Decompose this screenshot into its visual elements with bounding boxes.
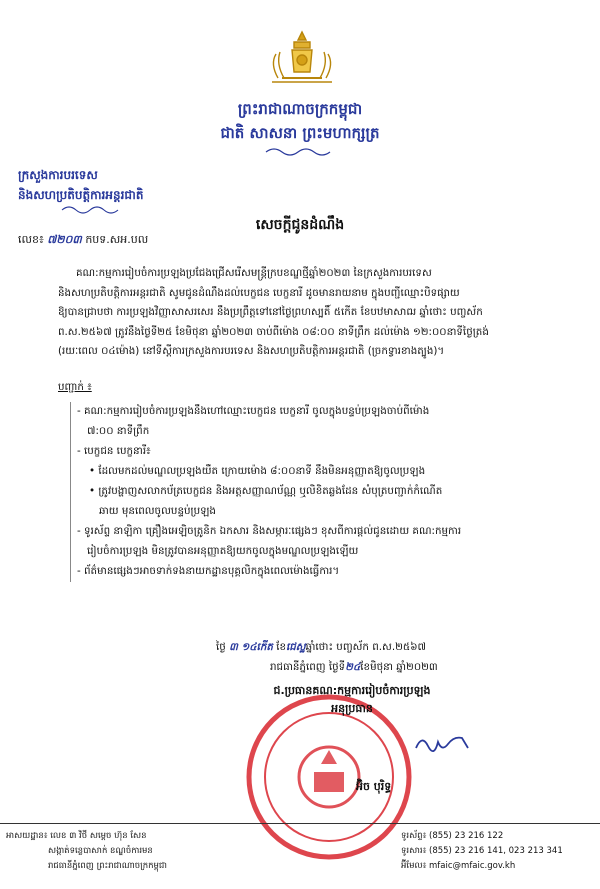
footer-fax: ទូរសារ៖ (855) 23 216 141, 023 213 341 <box>401 846 563 856</box>
ministry-name-line1: ក្រសួងការបរទេស <box>18 168 98 182</box>
body-line: (រយៈពេល ០៤ម៉ោង) នៅទីស្តីការក្រសួងការបរទេស និងសហប្រតិបត្តិការអន្តរជាតិ (ច្រកទ្វារខាងត្បូង)។ <box>58 345 445 357</box>
note-item: - គណ:កម្មការរៀបចំការប្រឡងនឹងហៅឈ្មោះបេក្ខជន បេក្ខនារី ចូលក្នុងបន្ទប់ប្រឡងចាប់ពីម៉ោង <box>77 405 430 417</box>
lunar-date <box>216 641 426 656</box>
note-subitem-continuation: ឆាយ មុនពេលចូលបន្ទប់ប្រឡង <box>99 505 216 517</box>
document-title: សេចក្តីជូនដំណឹង <box>255 217 345 233</box>
kingdom-heading: ព្រះរាជាណាចក្រកម្ពុជា <box>237 100 363 118</box>
note-item: - ទូរស័ព្ទ នាឡិកា គ្រឿងអេឡិចត្រូនិក ឯកសារ និងសម្ភារៈផ្សេងៗ ខុសពីការផ្តល់ជូនដោយ គណ:កម្មការ <box>77 525 462 537</box>
signature-role-line2: អនុប្រធាន <box>331 702 373 715</box>
solar-date-handwritten-day: ២៤ <box>345 661 361 673</box>
note-subitem: • ត្រូវបង្ហាញសលាកប័ត្របេក្ខជន និងអត្តសញ្ញាណប័ណ្ណ ឬលិខិតឆ្លងដែន សំបុត្របញ្ជាក់កំណើត <box>89 485 443 497</box>
ministry-ornament <box>60 205 120 215</box>
notes-list <box>70 402 569 582</box>
note-item-continuation: រៀបចំការប្រឡង មិនត្រូវបានអនុញ្ញាតឱ្យយកចូលក្នុងមណ្ឌលប្រឡងឡើយ <box>87 545 359 557</box>
royal-emblem-icon <box>262 28 342 88</box>
footer-address-line: អាសយដ្ឋាន៖ លេខ ៣ វិថី សម្តេច ហ៊ុន សែន <box>6 831 147 841</box>
ornament-divider <box>264 147 336 157</box>
solar-date-prefix: រាជធានីភ្នំពេញ ថ្ងៃទី <box>270 661 346 673</box>
lunar-date-prefix: ថ្ងៃ <box>216 641 226 653</box>
solar-date <box>270 661 438 676</box>
footer-email[interactable]: អ៊ីមែល៖ mfaic@mfaic.gov.kh <box>401 861 516 871</box>
note-item: - បេក្ខជន បេក្ខនារី៖ <box>77 445 151 457</box>
notice-body <box>58 264 563 362</box>
body-line: ឱ្យបានជ្រាបថា ការប្រឡងវិញ្ញាសាសរសេរ នឹងប្រព្រឹត្តទៅនៅថ្ងៃព្រហស្បតិ៍ ៥កើត ខែបឋមាសាឍ ឆ្នាំថោះ បញ្ចស័ក <box>58 306 483 318</box>
footer-contacts <box>401 829 563 874</box>
body-line: ព.ស.២៥៦៧ ត្រូវនឹងថ្ងៃទី២៥ ខែមិថុនា ឆ្នាំ២០២៣ ចាប់ពីម៉ោង ០៨:០០ នាទីព្រឹក ដល់ម៉ោង ១២:០០នាទីថ្ងៃត្រង់ <box>58 325 489 338</box>
footer-address-line: សង្កាត់ទន្លេបាសាក់ ខណ្ឌចំការមន <box>48 846 153 856</box>
solar-date-suffix: ខែមិថុនា ឆ្នាំ២០២៣ <box>360 661 438 673</box>
body-line: និងសហប្រតិបត្តិការអន្តរជាតិ សូមជូនដំណឹងដល់បេក្ខជន បេក្ខនារី ដូចមានរាយនាម ក្នុងបញ្ជីឈ្មោះបិទផ្សាយ <box>58 286 460 299</box>
reference-suffix: កបទ.សអ.បល <box>85 233 149 246</box>
signature-block-title <box>252 682 452 718</box>
note-item: - ព័ត៌មានផ្សេងៗអាចទាក់ទងនាយកដ្ឋានបុគ្គលិកក្នុងពេលម៉ោងធ្វើការ។ <box>77 565 340 577</box>
national-motto: ជាតិ សាសនា ព្រះមហាក្សត្រ <box>220 124 380 142</box>
note-subitem: • ដែលមកដល់មណ្ឌលប្រឡងយឺត ក្រោយម៉ោង ៨:០០នាទី នឹងមិនអនុញ្ញាតឱ្យចូលប្រឡង <box>89 465 426 477</box>
footer-phone: ទូរស័ព្ទ៖ (855) 23 216 122 <box>401 831 504 841</box>
footer-address <box>6 829 167 874</box>
body-line: គណ:កម្មការរៀបចំការប្រឡងប្រជែងជ្រើសរើសមន្ត្រីក្របខណ្ឌថ្មីឆ្នាំ២០២៣ នៃក្រសួងការបរទេស <box>76 267 432 279</box>
signature-role-line1: ជ.ប្រធានគណ:កម្មការរៀបចំការប្រឡង <box>273 684 431 697</box>
lunar-date-suffix: ឆ្នាំថោះ បញ្ចស័ក ព.ស.២៥៦៧ <box>305 641 426 653</box>
reference-prefix: លេខ៖ <box>18 233 44 246</box>
reference-handwritten-number: ៧២០៣ <box>47 233 82 246</box>
lunar-date-handwritten-month: ជេស្ឋ <box>286 641 306 653</box>
lunar-date-handwritten-day: ៣ ១៤កើត <box>229 641 273 653</box>
handwritten-signature <box>412 730 472 758</box>
footer-divider <box>0 823 600 824</box>
lunar-date-month-prefix: ខែ <box>276 641 286 653</box>
notes-heading: បញ្ជាក់ ៖ <box>58 381 92 393</box>
note-item-continuation: ៧:០០ នាទីព្រឹក <box>87 425 150 437</box>
footer-address-line: រាជធានីភ្នំពេញ ព្រះរាជាណាចក្រកម្ពុជា <box>48 861 167 871</box>
ministry-name-line2: និងសហប្រតិបត្តិការអន្តរជាតិ <box>18 188 144 202</box>
signer-name: អ៊ិច បុរិទ្ធ <box>356 780 392 793</box>
